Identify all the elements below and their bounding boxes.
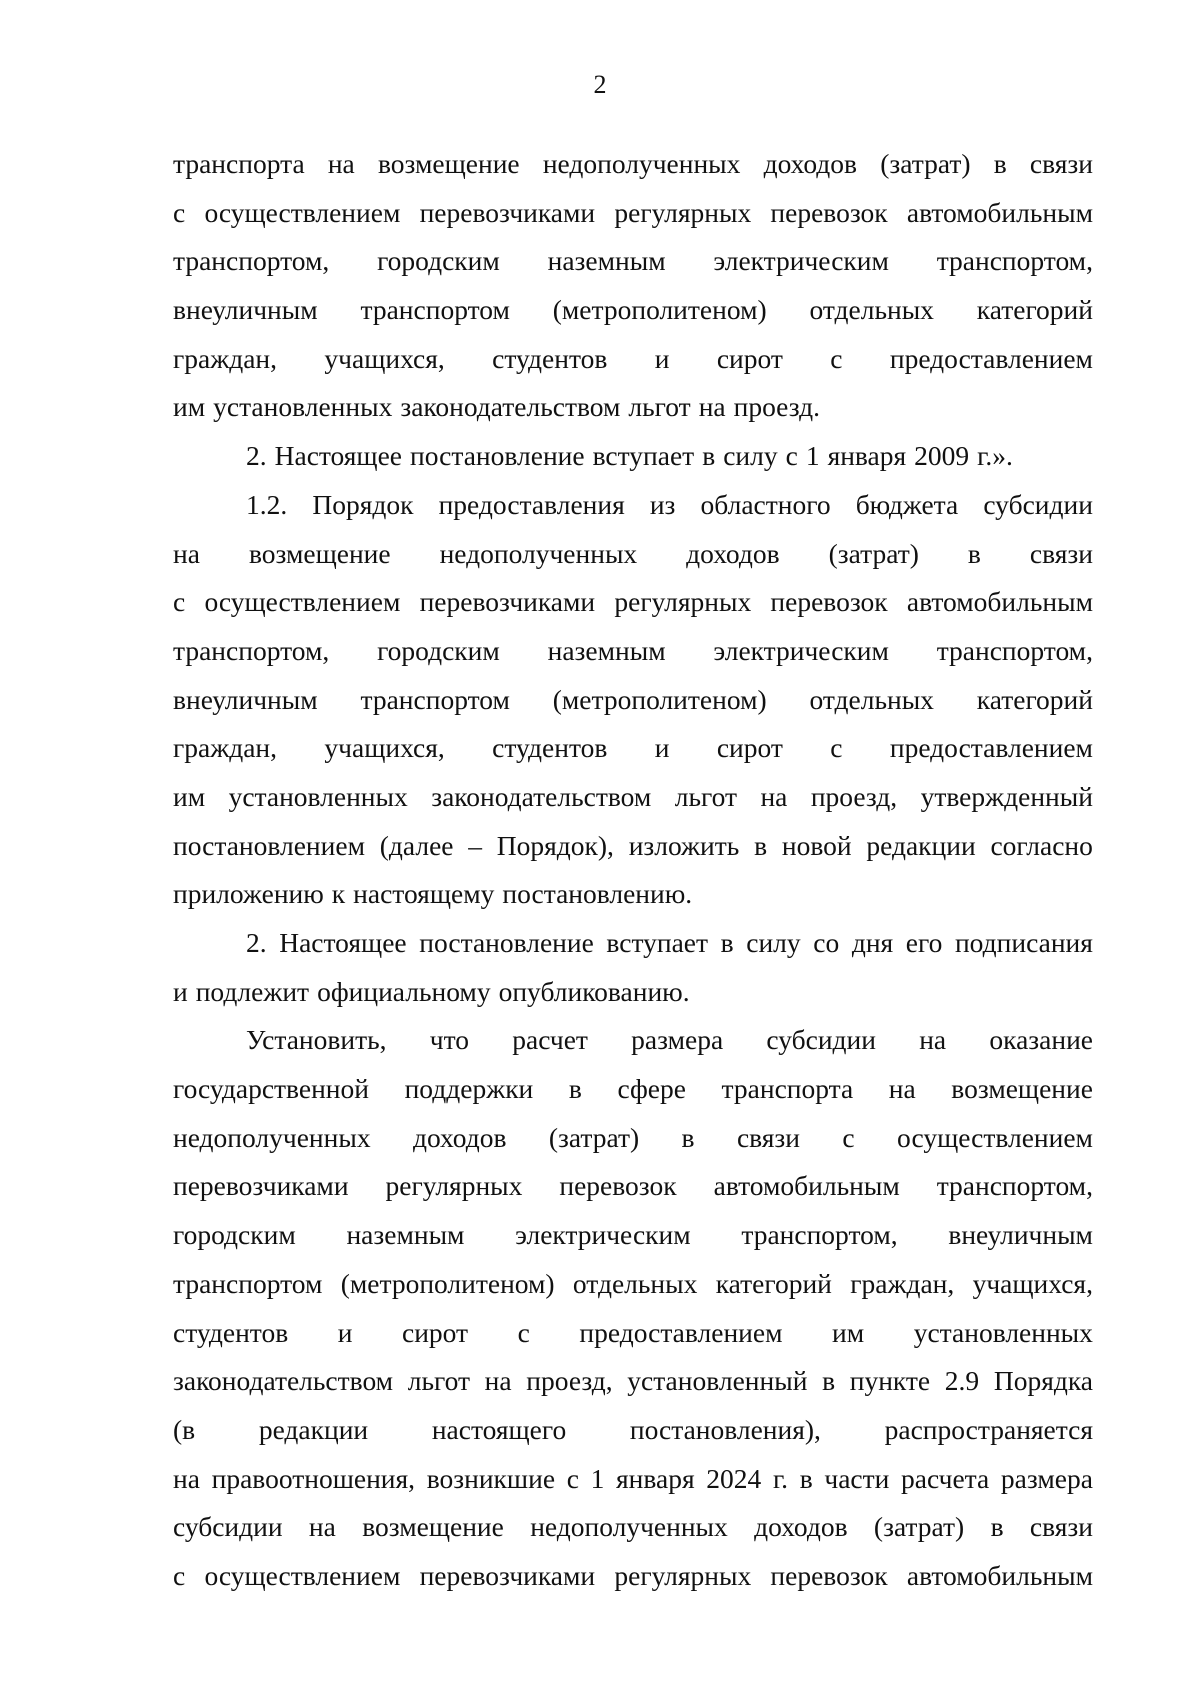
word: Порядка: [993, 1365, 1093, 1397]
word: учащихся,: [324, 342, 445, 374]
text-line: [173, 335, 1093, 384]
word: настоящего: [431, 1413, 567, 1445]
word: Настоящее: [279, 927, 407, 958]
word: (далее: [379, 829, 454, 861]
word: постановлению.: [502, 878, 693, 910]
word: в: [822, 1365, 836, 1397]
word: утвержденный: [920, 780, 1093, 812]
word: г.».: [977, 440, 1013, 472]
word: на: [173, 537, 200, 569]
word: распространяется: [884, 1413, 1093, 1445]
word: пункте: [849, 1365, 931, 1397]
word: областного: [700, 488, 831, 520]
word: и: [654, 342, 670, 374]
word: (затрат): [880, 148, 971, 179]
word: студентов: [173, 1316, 289, 1348]
text-line: [173, 1455, 1093, 1504]
word: размера: [1000, 1462, 1093, 1494]
word: связи: [736, 1121, 801, 1153]
word: учащихся,: [972, 1267, 1093, 1299]
word: г.: [772, 1462, 789, 1494]
word: категорий: [976, 683, 1093, 715]
word: с: [842, 1121, 855, 1153]
word: 2024: [706, 1462, 762, 1494]
word: городским: [377, 245, 500, 277]
word: с: [173, 586, 186, 618]
word: законодательством: [431, 780, 652, 812]
text-line: [173, 919, 1093, 968]
word: предоставлением: [889, 732, 1093, 764]
word: сирот: [716, 732, 783, 764]
word: вступает: [592, 440, 695, 472]
word: транспортом,: [936, 634, 1093, 666]
word: вступает: [606, 927, 709, 958]
text-line: [173, 1065, 1093, 1114]
word: транспортом,: [173, 634, 330, 666]
word: категорий: [715, 1267, 832, 1299]
word: наземным: [346, 1219, 465, 1251]
text-line: [173, 968, 1093, 1017]
word: (в: [173, 1413, 196, 1445]
word: проезд,: [526, 1365, 613, 1397]
word: доходов: [763, 148, 858, 179]
word: официальному: [317, 975, 491, 1007]
word: сирот: [716, 342, 783, 374]
word: Настоящее: [274, 440, 403, 472]
word: 2.: [246, 927, 267, 958]
word: из: [649, 488, 676, 520]
word: граждан,: [173, 342, 278, 374]
word: на: [888, 1073, 916, 1105]
word: возмещение: [248, 537, 391, 569]
word: доходов: [686, 537, 780, 569]
word: связи: [1029, 148, 1093, 179]
word: постановление: [419, 927, 594, 958]
word: размера: [631, 1024, 724, 1056]
word: (метрополитеном): [552, 294, 767, 326]
word: возникшие: [426, 1462, 556, 1494]
word: с: [517, 1316, 530, 1348]
word: Порядок: [312, 488, 414, 520]
word: связи: [1029, 1511, 1093, 1543]
text-line: [173, 530, 1093, 579]
word: наземным: [547, 634, 666, 666]
word: учащихся,: [324, 732, 445, 764]
word: электрическим: [515, 1219, 691, 1251]
word: предоставлением: [889, 342, 1093, 374]
word: силу: [723, 440, 778, 472]
word: транспортом,: [936, 245, 1093, 277]
word: с: [173, 196, 186, 228]
word: в: [681, 1121, 695, 1153]
text-line: [173, 286, 1093, 335]
word: им: [173, 780, 206, 812]
word: осуществлением: [204, 1559, 401, 1591]
word: возмещение: [377, 148, 520, 179]
word: отдельных: [809, 683, 934, 715]
word: транспортом,: [936, 1170, 1093, 1202]
word: Порядок),: [496, 829, 614, 861]
word: –: [468, 829, 482, 861]
word: осуществлением: [204, 196, 401, 228]
word: сфере: [617, 1073, 686, 1105]
word: льгот: [674, 780, 737, 812]
word: 2.: [246, 440, 267, 472]
word: расчет: [512, 1024, 588, 1056]
word: субсидии: [173, 1511, 283, 1543]
text-line: [173, 822, 1093, 871]
word: и: [173, 975, 188, 1007]
word: с: [830, 732, 843, 764]
word: граждан,: [850, 1267, 955, 1299]
word: осуществлением: [204, 586, 401, 618]
word: льгот: [628, 391, 691, 423]
word: льгот: [407, 1365, 471, 1397]
word: 1: [590, 1462, 605, 1494]
text-line: [173, 1162, 1093, 1211]
word: сирот: [402, 1316, 469, 1348]
text-line: [173, 1357, 1093, 1406]
word: государственной: [173, 1073, 369, 1105]
word: части: [824, 1462, 890, 1494]
word: электрическим: [713, 634, 889, 666]
word: недополученных: [439, 537, 638, 569]
word: доходов: [412, 1121, 507, 1153]
word: (метрополитеном): [552, 683, 767, 715]
word: законодательством: [400, 391, 621, 423]
word: перевозок: [770, 586, 888, 618]
word: (метрополитеном): [340, 1267, 555, 1299]
word: установленных: [228, 780, 408, 812]
word: Установить,: [246, 1024, 387, 1056]
word: на: [308, 1511, 336, 1543]
word: на: [327, 148, 355, 179]
word: граждан,: [173, 732, 278, 764]
text-line: [173, 481, 1093, 530]
word: настоящему: [353, 878, 495, 910]
word: на: [919, 1024, 947, 1056]
word: новой: [781, 829, 852, 861]
word: 2.9: [944, 1365, 980, 1397]
word: студентов: [492, 732, 608, 764]
text-line: [173, 773, 1093, 822]
word: 2009: [914, 440, 970, 472]
word: и: [654, 732, 670, 764]
word: недополученных: [530, 1511, 728, 1543]
word: недополученных: [542, 148, 741, 179]
text-line: [173, 724, 1093, 773]
text-line: [173, 140, 1093, 189]
word: с: [173, 1559, 186, 1591]
word: субсидии: [766, 1024, 876, 1056]
word: установленных: [913, 1316, 1093, 1348]
word: в: [967, 537, 981, 569]
word: расчета: [901, 1462, 990, 1494]
word: на: [173, 1462, 200, 1494]
word: изложить: [628, 829, 740, 861]
word: регулярных: [614, 196, 752, 228]
word: (затрат): [873, 1511, 965, 1543]
text-line: [173, 676, 1093, 725]
word: доходов: [754, 1511, 848, 1543]
word: со: [813, 927, 840, 958]
word: регулярных: [614, 586, 752, 618]
word: на: [484, 1365, 512, 1397]
word: недополученных: [173, 1121, 371, 1153]
word: возмещение: [362, 1511, 504, 1543]
text-line: [173, 432, 1093, 481]
word: приложению: [173, 878, 324, 910]
word: транспортом,: [741, 1219, 898, 1251]
word: в: [702, 440, 716, 472]
word: субсидии: [983, 488, 1093, 520]
word: что: [429, 1024, 470, 1056]
word: предоставлением: [579, 1316, 783, 1348]
word: 1: [805, 440, 820, 472]
word: регулярных: [614, 1559, 752, 1591]
word: внеуличным: [173, 683, 318, 715]
word: к: [331, 878, 346, 910]
word: 1.2.: [246, 488, 288, 520]
word: в: [720, 927, 734, 958]
word: связи: [1029, 537, 1093, 569]
word: редакции: [866, 829, 976, 861]
word: с: [566, 1462, 579, 1494]
word: транспортом: [360, 294, 510, 326]
word: перевозчиками: [173, 1170, 349, 1202]
text-line: [173, 1260, 1093, 1309]
word: постановлением: [173, 829, 365, 861]
word: категорий: [976, 294, 1093, 326]
word: автомобильным: [906, 1559, 1093, 1591]
document-body: [173, 140, 1093, 1601]
text-line: [173, 1211, 1093, 1260]
word: студентов: [492, 342, 608, 374]
word: установленных: [213, 391, 393, 423]
word: перевозок: [770, 196, 888, 228]
text-line: [173, 1309, 1093, 1358]
text-line: [173, 627, 1093, 676]
word: городским: [173, 1219, 296, 1251]
word: января: [827, 440, 907, 472]
word: отдельных: [809, 294, 934, 326]
word: согласно: [990, 829, 1093, 861]
word: им: [832, 1316, 865, 1348]
word: на: [698, 391, 726, 423]
word: осуществлением: [897, 1121, 1093, 1153]
word: проезд.: [733, 391, 820, 423]
word: его: [905, 927, 943, 958]
word: перевозчиками: [419, 1559, 596, 1591]
text-line: [173, 1016, 1093, 1065]
word: на: [760, 780, 788, 812]
word: электрическим: [713, 245, 889, 277]
word: транспорта: [173, 148, 305, 179]
word: отдельных: [572, 1267, 698, 1299]
text-line: [173, 383, 1093, 432]
word: транспортом,: [173, 245, 330, 277]
text-line: [173, 237, 1093, 286]
word: внеуличным: [173, 294, 318, 326]
word: правоотношения,: [211, 1462, 416, 1494]
word: им: [173, 391, 206, 423]
word: в: [990, 1511, 1004, 1543]
word: постановления),: [629, 1413, 821, 1445]
word: и: [337, 1316, 353, 1348]
text-line: [173, 578, 1093, 627]
word: автомобильным: [906, 196, 1093, 228]
page-number: 2: [593, 70, 607, 99]
word: транспортом: [360, 683, 510, 715]
text-line: [173, 1114, 1093, 1163]
word: (затрат): [548, 1121, 640, 1153]
word: проезд,: [810, 780, 898, 812]
word: оказание: [989, 1024, 1093, 1056]
word: января: [616, 1462, 695, 1494]
word: подлежит: [195, 975, 310, 1007]
word: перевозчиками: [419, 196, 596, 228]
word: перевозчиками: [419, 586, 596, 618]
text-line: [173, 189, 1093, 238]
word: автомобильным: [713, 1170, 900, 1202]
word: в: [799, 1462, 813, 1494]
word: с: [785, 440, 798, 472]
word: бюджета: [855, 488, 959, 520]
word: в: [568, 1073, 582, 1105]
word: в: [993, 148, 1007, 179]
word: транспортом: [173, 1267, 323, 1299]
word: регулярных: [385, 1170, 523, 1202]
word: возмещение: [951, 1073, 1093, 1105]
word: перевозок: [559, 1170, 677, 1202]
word: транспорта: [721, 1073, 854, 1105]
word: наземным: [547, 245, 666, 277]
word: перевозок: [770, 1559, 888, 1591]
word: опубликованию.: [498, 975, 690, 1007]
word: городским: [377, 634, 500, 666]
word: редакции: [258, 1413, 369, 1445]
word: постановление: [410, 440, 585, 472]
word: дня: [851, 927, 894, 958]
word: в: [754, 829, 768, 861]
word: (затрат): [828, 537, 919, 569]
text-line: [173, 870, 1093, 919]
word: законодательством: [173, 1365, 394, 1397]
word: внеуличным: [948, 1219, 1093, 1251]
word: предоставления: [438, 488, 625, 520]
text-line: [173, 1503, 1093, 1552]
word: установленный: [627, 1365, 808, 1397]
word: с: [830, 342, 843, 374]
text-line: [173, 1552, 1093, 1601]
word: поддержки: [404, 1073, 534, 1105]
text-line: [173, 1406, 1093, 1455]
word: подписания: [954, 927, 1093, 958]
word: автомобильным: [906, 586, 1093, 618]
word: силу: [746, 927, 801, 958]
